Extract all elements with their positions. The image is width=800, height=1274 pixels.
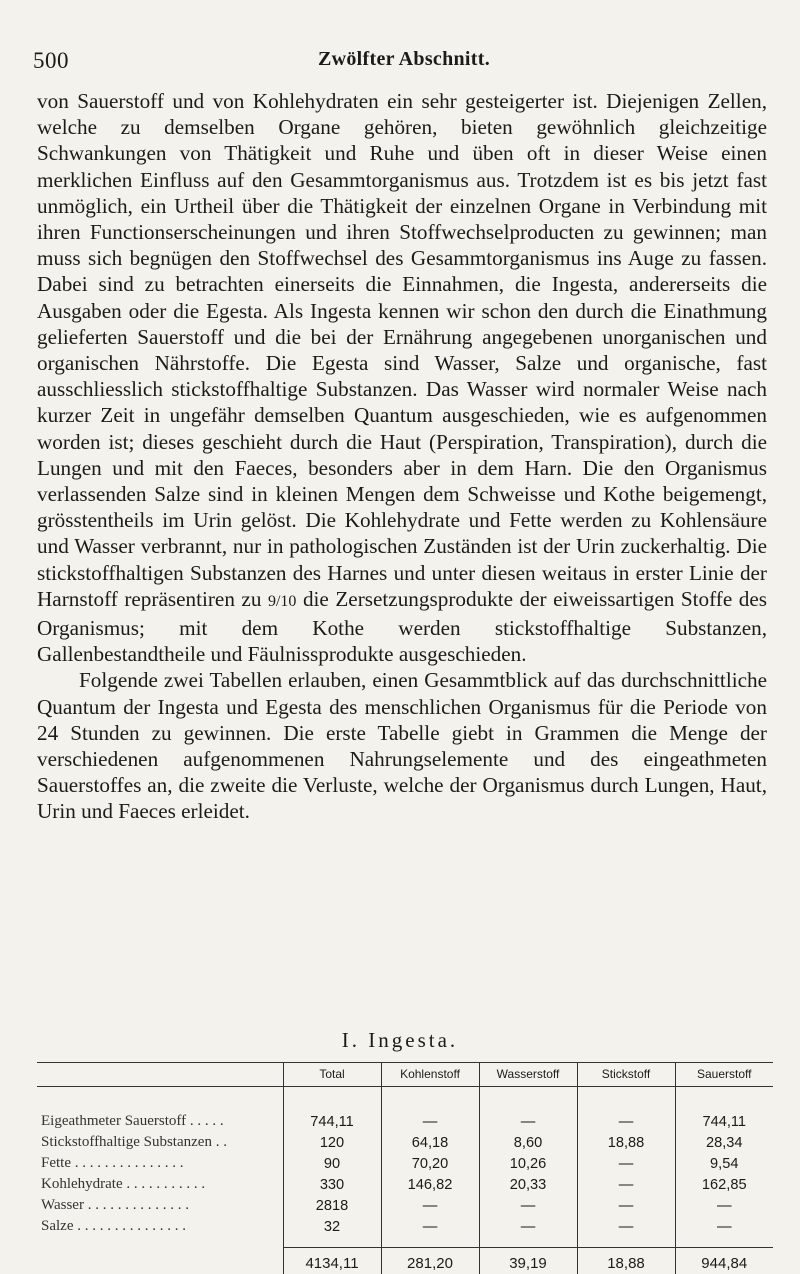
cell-wasserstoff: 10,26 (479, 1153, 577, 1174)
paragraph-2: Folgende zwei Tabellen erlauben, einen Gesammtblick auf das durchschnittliche Quantum der Ingesta und Egesta des menschlichen Organismus für die Periode von 24 Stunden zu gewinnen. Die erste Tabelle giebt in Grammen die Menge der verschiedenen aufgenommenen Nahrungselemente und des eingeathmeten Sauerstoffes an, die zweite die Verluste, welche der Organismus durch Lungen, Haut, Urin und Faeces erleidet. (37, 667, 767, 824)
cell-total: 744,11 (283, 1087, 381, 1133)
cell-stickstoff: — (577, 1216, 675, 1248)
cell-sauerstoff: 28,34 (675, 1132, 773, 1153)
sum-wasserstoff: 39,19 (479, 1248, 577, 1274)
row-label: Salze . . . . . . . . . . . . . . . (37, 1216, 283, 1248)
totals-label-blank (37, 1248, 283, 1274)
table-row (37, 1174, 773, 1195)
header-total: Total (283, 1063, 381, 1087)
cell-kohlenstoff: 64,18 (381, 1132, 479, 1153)
cell-sauerstoff: — (675, 1195, 773, 1216)
sum-kohlenstoff: 281,20 (381, 1248, 479, 1274)
header-kohlenstoff: Kohlenstoff (381, 1063, 479, 1087)
cell-sauerstoff: 9,54 (675, 1153, 773, 1174)
body-text (37, 88, 767, 825)
header-stickstoff: Stickstoff (577, 1063, 675, 1087)
table-row (37, 1195, 773, 1216)
sum-total: 4134,11 (283, 1248, 381, 1274)
cell-kohlenstoff: — (381, 1087, 479, 1133)
table-row (37, 1216, 773, 1248)
table-title: I. Ingesta. (0, 1028, 800, 1053)
row-label: Wasser . . . . . . . . . . . . . . (37, 1195, 283, 1216)
cell-kohlenstoff: 70,20 (381, 1153, 479, 1174)
cell-total: 330 (283, 1174, 381, 1195)
cell-total: 90 (283, 1153, 381, 1174)
cell-stickstoff: — (577, 1153, 675, 1174)
cell-wasserstoff: — (479, 1216, 577, 1248)
ingesta-table (37, 1062, 773, 1274)
table-row (37, 1132, 773, 1153)
header-wasserstoff: Wasserstoff (479, 1063, 577, 1087)
cell-kohlenstoff: — (381, 1195, 479, 1216)
running-title: Zwölfter Abschnitt. (318, 48, 490, 71)
row-label: Stickstoffhaltige Substanzen . . (37, 1132, 283, 1153)
cell-total: 32 (283, 1216, 381, 1248)
paragraph-1 (37, 88, 767, 667)
ingesta-table-wrapper (37, 1062, 773, 1274)
page-header (0, 48, 800, 78)
cell-stickstoff: — (577, 1087, 675, 1133)
paragraph-1-text-b: die Zersetzungsprodukte der eiweissartigen Stoffe des Organismus; mit dem Kothe werden stickstoffhaltige Substanzen, Gallenbestandtheile und Fäulnissprodukte ausgeschieden. (37, 587, 767, 666)
cell-sauerstoff: 744,11 (675, 1087, 773, 1133)
sum-stickstoff: 18,88 (577, 1248, 675, 1274)
cell-stickstoff: — (577, 1195, 675, 1216)
cell-total: 120 (283, 1132, 381, 1153)
row-label: Kohlehydrate . . . . . . . . . . . (37, 1174, 283, 1195)
page-number: 500 (33, 48, 69, 74)
cell-wasserstoff: — (479, 1195, 577, 1216)
cell-stickstoff: — (577, 1174, 675, 1195)
cell-total: 2818 (283, 1195, 381, 1216)
sum-sauerstoff: 944,84 (675, 1248, 773, 1274)
fraction: 9/10 (268, 593, 296, 610)
cell-stickstoff: 18,88 (577, 1132, 675, 1153)
cell-wasserstoff: 8,60 (479, 1132, 577, 1153)
row-label: Eigeathmeter Sauerstoff . . . . . (37, 1087, 283, 1133)
header-sauerstoff: Sauerstoff (675, 1063, 773, 1087)
cell-wasserstoff: — (479, 1087, 577, 1133)
table-row (37, 1087, 773, 1133)
table-row (37, 1153, 773, 1174)
row-label: Fette . . . . . . . . . . . . . . . (37, 1153, 283, 1174)
cell-sauerstoff: — (675, 1216, 773, 1248)
cell-kohlenstoff: — (381, 1216, 479, 1248)
table-header-row (37, 1063, 773, 1087)
paragraph-1-text-a: von Sauerstoff und von Kohlehydraten ein sehr gesteigerter ist. Diejenigen Zellen, welche zu demselben Organe gehören, bieten gewöhnlich gleichzeitige Schwankungen von Thätigkeit und Ruhe und üben oft in dieser Weise einen merklichen Einfluss auf den Gesammtorganismus aus. Trotzdem ist es bis jetzt fast unmöglich, ein Urtheil über die Thätigkeit der einzelnen Organe in Verbindung mit ihren Functionserscheinungen und ihren Stoffwechselproducten zu gewinnen; man muss sich begnügen den Stoffwechsel des Gesammtorganismus ins Auge zu fassen. Dabei sind zu betrachten einerseits die Einnahmen, die Ingesta, andererseits die Ausgaben oder die Egesta. Als Ingesta kennen wir schon den durch die Einathmung gelieferten Sauerstoff und die bei der Ernährung angegebenen unorganischen und organischen Nährstoffe. Die Egesta sind Wasser, Salze und organische, fast ausschliesslich stickstoffhaltige Substanzen. Das Wasser wird normaler Weise nach kurzer Zeit in ungefähr demselben Quantum ausgeschieden, wie es aufgenommen worden ist; dieses geschieht durch die Haut (Perspiration, Transpiration), durch die Lungen und mit den Faeces, besonders aber in dem Harn. Die den Organismus verlassenden Salze sind in kleinen Mengen dem Schweisse und Kothe beigemengt, grösstentheils im Urin gelöst. Die Kohlehydrate und Fette werden zu Kohlensäure und Wasser verbrannt, nur in pathologischen Zuständen ist der Urin zuckerhaltig. Die stickstoffhaltigen Substanzen des Harnes und unter diesen weitaus in erster Linie der Harnstoff repräsentiren zu (37, 89, 767, 611)
header-blank (37, 1063, 283, 1087)
cell-wasserstoff: 20,33 (479, 1174, 577, 1195)
totals-row (37, 1248, 773, 1274)
cell-kohlenstoff: 146,82 (381, 1174, 479, 1195)
cell-sauerstoff: 162,85 (675, 1174, 773, 1195)
